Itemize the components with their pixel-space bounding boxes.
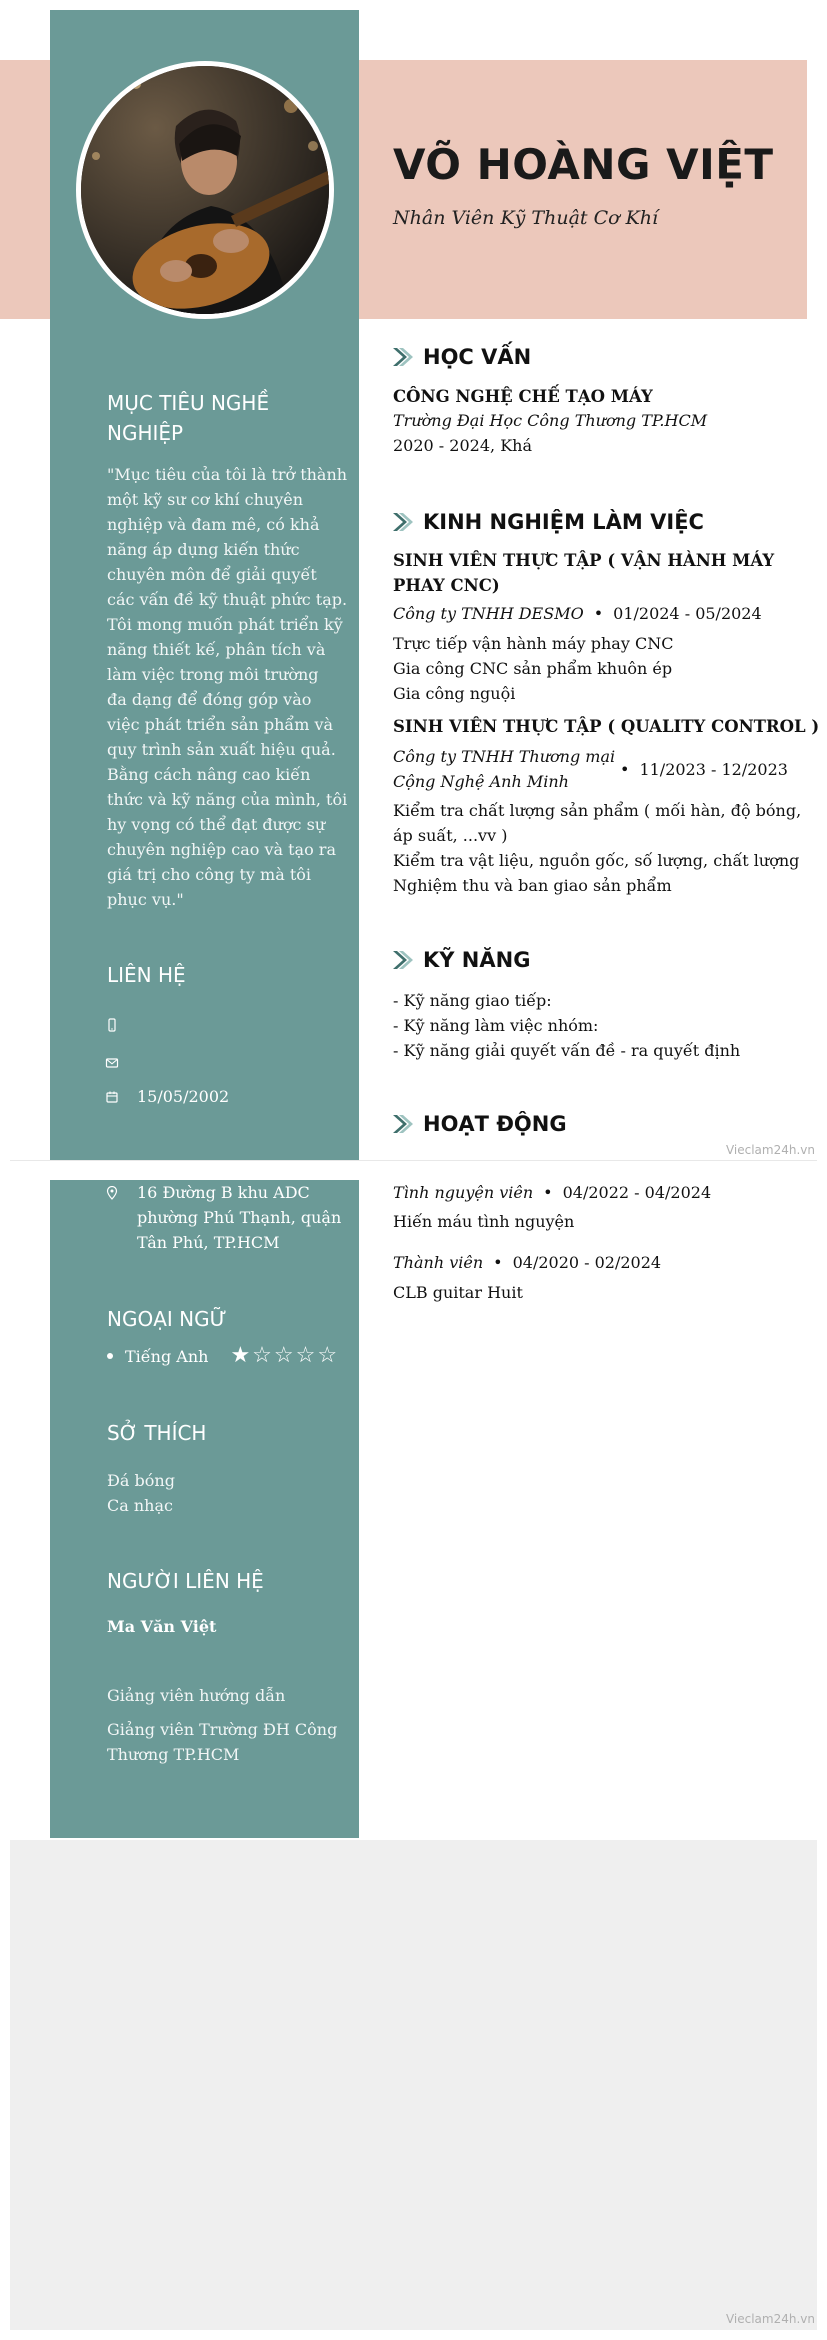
objective-text: "Mục tiêu của tôi là trở thành một kỹ sư cơ khí chuyên nghiệp và đam mê, có khả năng áp dụng kiến thức chuyên môn để giải quyết các vấn đề kỹ thuật phức tạp. Tôi mong muốn phát triển kỹ năng thiết kế, phân tích và làm việc trong môi trường đa dạng để đóng góp vào việc phát triển sản phẩm và quy trình sản xuất hiệu quả. Bằng cách nâng cao kiến thức và kỹ năng của mình, tôi hy vọng có thể đạt được sự chuyên nghiệp cao và tạo ra giá trị cho công ty mà tôi phục vụ." bbox=[107, 465, 348, 909]
skills-list bbox=[393, 988, 740, 1063]
activities-heading: HOẠT ĐỘNG bbox=[393, 1112, 567, 1136]
contact-email[interactable] bbox=[105, 1050, 119, 1070]
education-school: Trường Đại Học Công Thương TP.HCM bbox=[393, 411, 708, 430]
reference-name: Ma Văn Việt bbox=[107, 1617, 217, 1636]
hobby-item: Đá bóng bbox=[107, 1471, 175, 1490]
star-empty-icon: ☆ bbox=[295, 1343, 316, 1368]
references-heading: NGƯỜI LIÊN HỆ bbox=[107, 1569, 264, 1593]
address-value: 16 Đường B khu ADC phường Phú Thạnh, quận Tân Phú, TP.HCM bbox=[137, 1183, 342, 1252]
skill-item: - Kỹ năng giao tiếp: bbox=[393, 991, 552, 1010]
chevron-right-icon bbox=[393, 951, 413, 969]
job-company-1: Công ty TNHH DESMO • 01/2024 - 05/2024 bbox=[393, 604, 762, 623]
reference-role: Giảng viên hướng dẫn bbox=[107, 1686, 286, 1705]
bullet bbox=[107, 1353, 113, 1359]
language-rating bbox=[230, 1345, 337, 1367]
contact-birthday bbox=[105, 1084, 229, 1109]
language-name: Tiếng Anh bbox=[125, 1346, 209, 1366]
page-separator bbox=[10, 1160, 817, 1161]
education-heading: HỌC VẤN bbox=[393, 345, 531, 369]
skill-item: - Kỹ năng giải quyết vấn đề - ra quyết định bbox=[393, 1041, 741, 1060]
education-major: CÔNG NGHỆ CHẾ TẠO MÁY bbox=[393, 387, 653, 406]
phone-icon bbox=[105, 1018, 119, 1032]
job-title: Nhân Viên Kỹ Thuật Cơ Khí bbox=[393, 207, 659, 229]
languages-heading: NGOẠI NGỮ bbox=[107, 1307, 227, 1331]
star-empty-icon: ☆ bbox=[273, 1343, 294, 1368]
education-period: 2020 - 2024, Khá bbox=[393, 436, 532, 455]
contact-heading: LIÊN HỆ bbox=[107, 963, 186, 987]
chevron-right-icon bbox=[393, 348, 413, 366]
skills-heading: KỸ NĂNG bbox=[393, 948, 530, 972]
chevron-right-icon bbox=[393, 1115, 413, 1133]
hobbies-list bbox=[107, 1468, 175, 1518]
hobbies-heading: SỞ THÍCH bbox=[107, 1421, 207, 1445]
guitarist-photo bbox=[81, 66, 329, 314]
job-duties-2: Kiểm tra chất lượng sản phẩm ( mối hàn, độ bóng, áp suất, ...vv ) Kiểm tra vật liệu, nguồn gốc, số lượng, chất lượng Nghiệm thu và ban giao sản phẩm bbox=[393, 801, 802, 895]
location-pin-icon bbox=[105, 1186, 119, 1200]
reference-org: Giảng viên Trường ĐH Công Thương TP.HCM bbox=[107, 1720, 338, 1764]
job-title-1: SINH VIÊN THỰC TẬP ( VẬN HÀNH MÁY PHAY CNC) bbox=[393, 551, 775, 595]
calendar-icon bbox=[105, 1090, 119, 1104]
activity-1: Tình nguyện viên • 04/2022 - 04/2024 bbox=[393, 1183, 712, 1202]
activity-2: Thành viên • 04/2020 - 02/2024 bbox=[393, 1253, 662, 1272]
job-period-2: • 11/2023 - 12/2023 bbox=[620, 760, 788, 779]
mail-icon bbox=[105, 1056, 119, 1070]
empty-page-area bbox=[10, 1840, 817, 2330]
job-company-2: Công ty TNHH Thương mại Cộng Nghệ Anh Minh bbox=[393, 747, 616, 791]
contact-phone[interactable] bbox=[105, 1012, 119, 1032]
star-empty-icon: ☆ bbox=[317, 1343, 338, 1368]
skill-item: - Kỹ năng làm việc nhóm: bbox=[393, 1016, 599, 1035]
star-filled-icon: ★ bbox=[230, 1343, 251, 1368]
experience-heading: KINH NGHIỆM LÀM VIỆC bbox=[393, 510, 704, 534]
language-item bbox=[107, 1345, 337, 1367]
chevron-right-icon bbox=[393, 513, 413, 531]
objective-heading: MỤC TIÊU NGHỀ NGHIỆP bbox=[107, 391, 270, 445]
job-duties-1: Trực tiếp vận hành máy phay CNC Gia công CNC sản phẩm khuôn ép Gia công nguội bbox=[393, 634, 674, 703]
watermark: Vieclam24h.vn bbox=[725, 2312, 815, 2326]
activity-1-desc: Hiến máu tình nguyện bbox=[393, 1212, 575, 1231]
watermark: Vieclam24h.vn bbox=[725, 1143, 815, 1157]
job-title-2: SINH VIÊN THỰC TẬP ( QUALITY CONTROL ) bbox=[393, 717, 820, 736]
contact-address bbox=[105, 1180, 341, 1255]
activity-2-desc: CLB guitar Huit bbox=[393, 1283, 523, 1302]
avatar bbox=[76, 61, 334, 319]
star-empty-icon: ☆ bbox=[252, 1343, 272, 1368]
candidate-name: VÕ HOÀNG VIỆT bbox=[393, 140, 774, 189]
birthday-value: 15/05/2002 bbox=[137, 1087, 230, 1106]
hobby-item: Ca nhạc bbox=[107, 1496, 173, 1515]
